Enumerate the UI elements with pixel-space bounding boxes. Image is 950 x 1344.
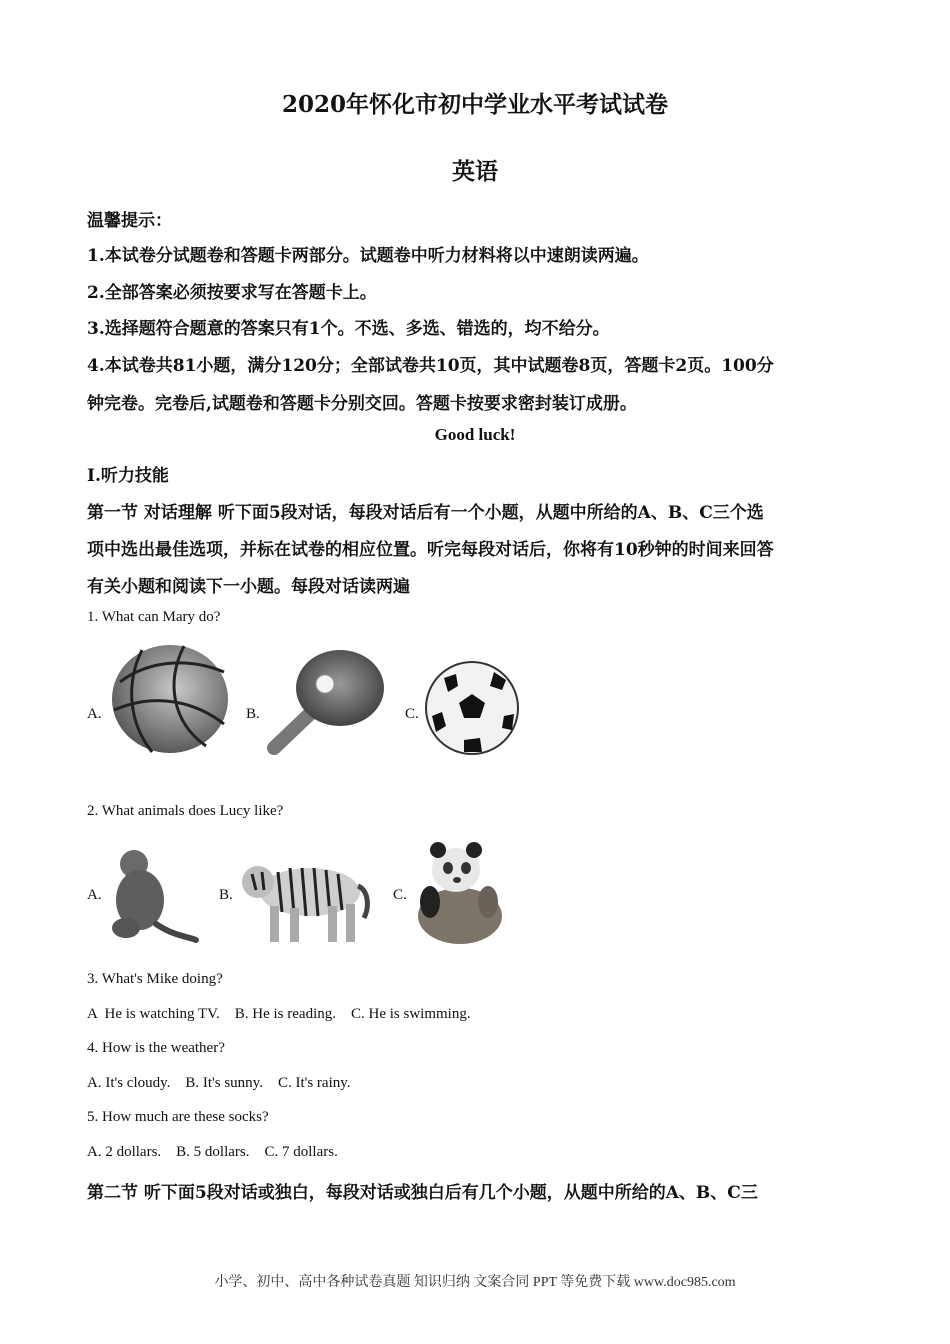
- q1-option-c: C.: [405, 706, 419, 722]
- q2-option-c: C.: [393, 887, 407, 903]
- question-3: 3. What's Mike doing?: [87, 971, 223, 987]
- basketball-image: [106, 642, 231, 757]
- part2-line: 第二节 听下面5段对话或独白，每段对话或独白后有几个小题，从题中所给的A、B、C三: [87, 1183, 758, 1203]
- notice-line-4: 4.本试卷共81小题，满分120分；全部试卷共10页，其中试题卷8页，答题卡2页。100分: [87, 356, 774, 376]
- notice-line-1: 1.本试卷分试题卷和答题卡两部分。试题卷中听力材料将以中速朗读两遍。: [87, 246, 649, 266]
- subject-title: 英语: [452, 158, 498, 185]
- q1-option-b: B.: [246, 706, 260, 722]
- question-3-options: A He is watching TV. B. He is reading. C. He is swimming.: [87, 1006, 471, 1022]
- soccer-ball-image: [424, 660, 520, 756]
- question-5-options: A. 2 dollars. B. 5 dollars. C. 7 dollars.: [87, 1144, 338, 1160]
- notice-line-5: 钟完卷。完卷后,试题卷和答题卡分别交回。答题卡按要求密封装订成册。: [87, 394, 637, 414]
- section-heading: I.听力技能: [87, 466, 169, 486]
- notice-heading: 温馨提示：: [87, 211, 172, 231]
- notice-line-2: 2.全部答案必须按要求写在答题卡上。: [87, 283, 377, 303]
- tiger-image: [238, 846, 374, 946]
- footer-text: 小学、初中、高中各种试卷真题 知识归纳 文案合同 PPT 等免费下载 www.doc985.com: [214, 1275, 736, 1290]
- part1-line-3: 有关小题和阅读下一小题。每段对话读两遍: [87, 577, 410, 597]
- page-title: 2020年怀化市初中学业水平考试试卷: [281, 91, 668, 118]
- part1-line-1: 第一节 对话理解 听下面5段对话，每段对话后有一个小题，从题中所给的A、B、C三个选: [87, 503, 764, 523]
- q2-option-b: B.: [219, 887, 233, 903]
- question-5: 5. How much are these socks?: [87, 1109, 269, 1125]
- question-1: 1. What can Mary do?: [87, 609, 221, 625]
- question-4-options: A. It's cloudy. B. It's sunny. C. It's rainy.: [87, 1075, 351, 1091]
- question-4: 4. How is the weather?: [87, 1040, 225, 1056]
- q1-option-a: A.: [87, 706, 102, 722]
- ping-pong-paddle-image: [264, 648, 386, 756]
- monkey-image: [104, 840, 200, 946]
- question-2: 2. What animals does Lucy like?: [87, 803, 284, 819]
- panda-image: [410, 836, 510, 946]
- good-luck: Good luck!: [434, 425, 516, 444]
- part1-line-2: 项中选出最佳选项，并标在试卷的相应位置。听完每段对话后，你将有10秒钟的时间来回答: [87, 540, 774, 560]
- q2-option-a: A.: [87, 887, 102, 903]
- notice-line-3: 3.选择题符合题意的答案只有1个。不选、多选、错选的，均不给分。: [87, 319, 610, 339]
